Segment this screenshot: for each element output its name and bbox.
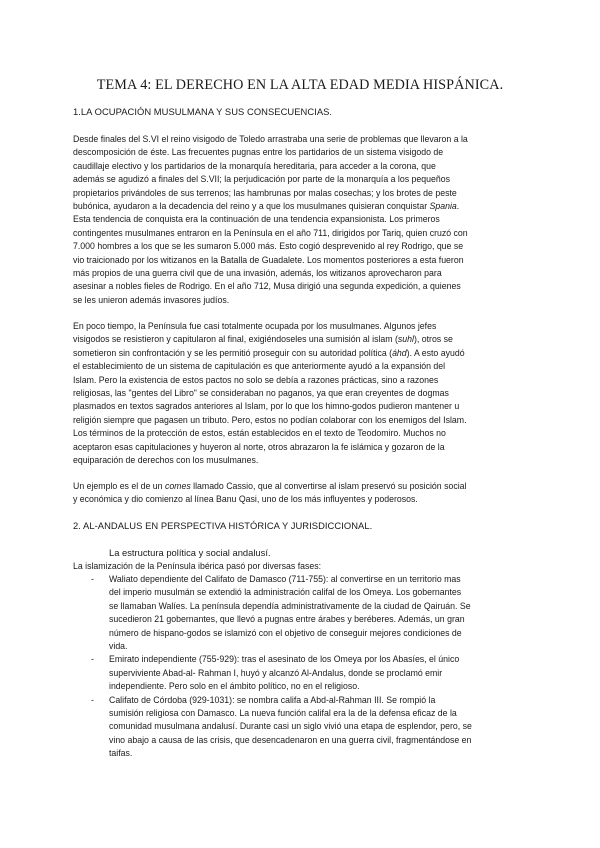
text-run: Un ejemplo es el de un — [73, 481, 165, 491]
section-1-heading: 1.LA OCUPACIÓN MUSULMANA Y SUS CONSECUENCIAS. — [73, 106, 333, 117]
text-line: Islam. Pero la existencia de estos pactos no solo se debía a razones prácticas, sino a razones — [73, 374, 439, 385]
italic-term: comes — [164, 481, 191, 491]
text-line: Califato de Córdoba (929-1031): se nombra califa a Abd-al-Rahman III. Se rompió la — [109, 694, 436, 705]
text-line: vida. — [109, 641, 128, 652]
text-line: sucedieron 21 gobernantes, que llevó a pugnas entre árabes y beréberes. Además, un gran — [109, 614, 465, 625]
list-item — [91, 653, 531, 693]
text-line: vino abajo a causa de las crisis, que desencadenaron en una guerra civil, fragmentándose en — [109, 734, 472, 745]
list-item — [91, 694, 531, 761]
text-line: del imperio musulmán se extendió la administración califal de los Omeya. Los gobernantes — [109, 587, 462, 598]
text-line: Emirato independiente (755-929): tras el asesinato de los Omeya por los Abasíes, el único — [109, 654, 460, 665]
section-1-paragraph-2 — [73, 320, 528, 467]
section-1-paragraph-3 — [73, 480, 528, 507]
text-line: además se agudizó a finales del S.VII; la perjudicación por parte de la monarquía a los pequeños — [73, 174, 450, 185]
text-line — [73, 347, 528, 360]
text-line: caudillaje electivo y los partidarios de la monarquía hereditaria, para acceder a la corona, que — [73, 160, 436, 171]
text-line — [73, 200, 528, 213]
text-line: vio traicionado por los witizanos en la Batalla de Guadalete. Los momentos posteriores a esta fueron — [73, 254, 464, 265]
text-line: 7.000 hombres a los que se les sumaron 5.000 más. Esto cogió desprevenido al rey Rodrigo, que se — [73, 241, 464, 252]
text-run: ), otros se — [413, 334, 453, 345]
text-line: superviviente Abad-al- Rahman I, huyó y alcanzó Al-Andalus, donde se proclamó emir — [109, 667, 443, 678]
text-line: taifas. — [109, 748, 133, 759]
text-line: más propios de una guerra civil que de una invasión, además, los witizanos aprovecharon para — [73, 268, 442, 279]
italic-term: Spania — [429, 201, 457, 212]
text-line: independiente. Pero solo en el ámbito político, no en el religioso. — [109, 681, 360, 692]
text-line: plasmados en textos sagrados anteriores al Islam, por lo que los himno-godos pudieron mantener u — [73, 401, 460, 412]
document-title: TEMA 4: EL DERECHO EN LA ALTA EDAD MEDIA HISPÁNICA. — [96, 77, 504, 93]
text-line: número de hispano-godos se islamizó con el objetivo de conseguir mejores condiciones de — [109, 627, 462, 638]
text-run: sometieron sin confrontación y se les permitió proseguir con su autoridad política ( — [73, 347, 393, 358]
text-line: sumisión religiosa con Damasco. La nueva función califal era la de la defensa eficaz de la — [109, 708, 457, 719]
italic-term: suhl — [397, 334, 414, 345]
text-line: religiosas, las "gentes del Libro" se consideraban no paganos, ya que eran creyentes de dogmas — [73, 388, 449, 399]
text-line: Desde finales del S.VI el reino visigodo de Toledo arrastraba una serie de problemas que llevaron a la — [73, 134, 468, 144]
text-line: Esta tendencia de conquista era la continuación de una tendencia expansionista. Los primeros — [73, 214, 440, 225]
text-line: asesinar a nobles fieles de Rodrigo. En el año 712, Musa dirigió una segunda expedición, a quienes — [73, 281, 461, 292]
text-line: el establecimiento de un sistema de capitulación es que anteriormente ayudó a la expansión del — [73, 361, 446, 372]
text-run: llamado Cassio, que al convertirse al islam preservó su posición social — [190, 481, 467, 491]
text-line: Los términos de la protección de estos, están establecidos en el texto de Teodomiro. Muchos no — [73, 428, 446, 439]
phases-list — [91, 573, 531, 761]
text-run: bubónica, ayudaron a la decadencia del reino y a que los musulmanes quisieran conquistar — [73, 201, 430, 212]
text-line: En poco tiempo, la Península fue casi totalmente ocupada por los musulmanes. Algunos jefes — [73, 321, 437, 331]
italic-term: áhd — [392, 347, 407, 358]
text-run: . — [456, 201, 460, 212]
list-item — [91, 573, 531, 653]
section-1-paragraph-1 — [73, 133, 528, 307]
text-line: equiparación de derechos con los musulmanes. — [73, 455, 259, 466]
text-run: ). A esto ayudó — [406, 347, 465, 358]
section-2-heading: 2. AL-ANDALUS EN PERSPECTIVA HISTÓRICA Y JURISDICCIONAL. — [73, 520, 373, 531]
section-2-subheading: La estructura política y social andalusí. — [109, 547, 271, 558]
text-line — [73, 480, 528, 493]
text-line: comunidad musulmana andalusí. Durante casi un siglo vivió una etapa de esplendor, pero, se — [109, 721, 472, 732]
text-line: propietarios privándoles de sus terrenos; las hambrunas por malas cosechas; y los brotes de peste — [73, 187, 457, 198]
list-dash: - — [91, 574, 94, 584]
text-line: se llamaban Walíes. La península dependía administrativamente de la ciudad de Qairuán. Se — [109, 600, 471, 611]
list-dash: - — [91, 694, 94, 705]
text-line: religión siempre que pagasen un tributo. Pero, estos no podían colaborar con los enemigos del Islam. — [73, 414, 467, 425]
section-2-intro: La islamización de la Península ibérica pasó por diversas fases: — [73, 561, 322, 571]
text-line — [73, 333, 528, 346]
text-line: aceptaron esas capitulaciones y huyeron al norte, otros abrazaron la fe islámica y gozaron de la — [73, 441, 445, 452]
list-dash: - — [91, 654, 94, 665]
text-run: visigodos se resistieron y capitularon al final, exigiéndoseles una sumisión al islam ( — [73, 334, 398, 345]
text-line: se les unieron además invasores judíos. — [73, 294, 230, 305]
text-line: descomposición de éste. Las frecuentes pugnas entre los partidarios de un sistema visigodo de — [73, 147, 444, 158]
text-line: y económica y dio comienzo al línea Banu Qasi, uno de los más influyentes y poderosos. — [73, 494, 418, 505]
text-line: Waliato dependiente del Califato de Damasco (711-755): al convertirse en un territorio mas — [109, 574, 461, 584]
text-line: contingentes musulmanes entraron en la Península en el año 711, dirigidos por Tariq, quien cruzó con — [73, 227, 468, 238]
